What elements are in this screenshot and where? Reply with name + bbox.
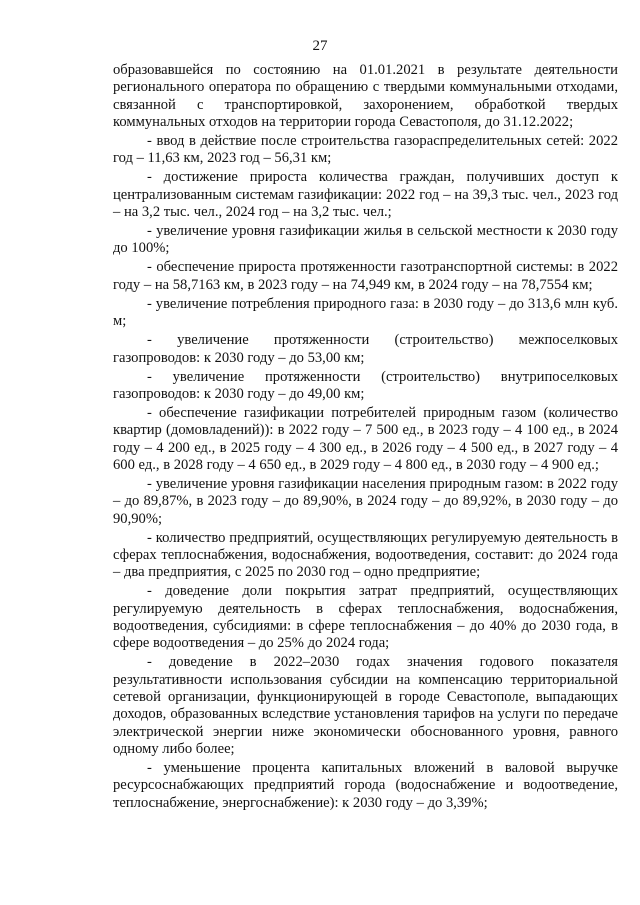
paragraph: - уменьшение процента капитальных вложений в валовой выручке ресурсоснабжающих предприятий города (водоснабжение и водоотведение, теплоснабжение, энергоснабжение): к 2030 году – до 3,39%; xyxy=(113,759,618,811)
paragraph: образовавшейся по состоянию на 01.01.2021 в результате деятельности регионального оператора по обращению с твердыми коммунальными отходами, связанной с транспортировкой, захоронением, обработкой твердых коммунальных отходов на территории города Севастополя, до 31.12.2022; xyxy=(113,62,618,130)
paragraph: - доведение в 2022–2030 годах значения годового показателя результативности использования субсидии на компенсацию территориальной сетевой организации, функционирующей в городе Севастополе, выпадающих доходов, образованных вследствие установления тарифов на услуги по передаче электрической энергии ниже экономически обоснованного уровня, равного одному либо более; xyxy=(113,654,618,757)
paragraph: - увеличение уровня газификации жилья в сельской местности к 2030 году до 100%; xyxy=(113,223,618,257)
page-number: 27 xyxy=(312,38,328,54)
paragraph: - обеспечение прироста протяженности газотранспортной системы: в 2022 году – на 58,7163 км, в 2023 году – на 74,949 км, в 2024 году – на 78,7554 км; xyxy=(113,259,618,293)
paragraph: - увеличение протяженности (строительство) межпоселковых газопроводов: к 2030 году – до 53,00 км; xyxy=(113,332,618,366)
paragraph: - увеличение потребления природного газа: в 2030 году – до 313,6 млн куб. м; xyxy=(113,295,618,330)
paragraph: - достижение прироста количества граждан, получивших доступ к централизованным системам газификации: 2022 год – на 39,3 тыс. чел., 2023 год – на 3,2 тыс. чел., 2024 год – на 3,2 тыс. чел.; xyxy=(113,169,618,220)
paragraph: - увеличение уровня газификации населения природным газом: в 2022 году – до 89,87%, в 2023 году – до 89,90%, в 2024 году – до 89,92%, в 2030 году – до 90,90%; xyxy=(113,476,618,527)
document-body xyxy=(113,62,618,812)
paragraph: - обеспечение газификации потребителей природным газом (количество квартир (домовладений)): в 2022 году – 7 500 ед., в 2023 году – 4 100 ед., в 2024 году – 4 200 ед., в 2025 году – 4 300 ед., в 2026 году – 4 500 ед., в 2027 году – 4 600 ед., в 2028 году – 4 650 ед., в 2029 году – 4 800 ед., в 2030 году – 4 900 ед.; xyxy=(113,405,618,473)
paragraph: - ввод в действие после строительства газораспределительных сетей: 2022 год – 11,63 км, 2023 год – 56,31 км; xyxy=(113,132,618,167)
paragraph: - увеличение протяженности (строительство) внутрипоселковых газопроводов: к 2030 году – до 49,00 км; xyxy=(113,368,618,402)
paragraph: - доведение доли покрытия затрат предприятий, осуществляющих регулируемую деятельность в сферах теплоснабжения, водоснабжения, водоотведения, субсидиями: в сфере теплоснабжения – до 40% до 2030 года, в сфере водоотведения – до 25% до 2024 года; xyxy=(113,583,618,652)
paragraph: - количество предприятий, осуществляющих регулируемую деятельность в сферах теплоснабжения, водоснабжения, водоотведения, составит: до 2024 года – два предприятия, с 2025 по 2030 год – одно предприятие; xyxy=(113,529,618,581)
